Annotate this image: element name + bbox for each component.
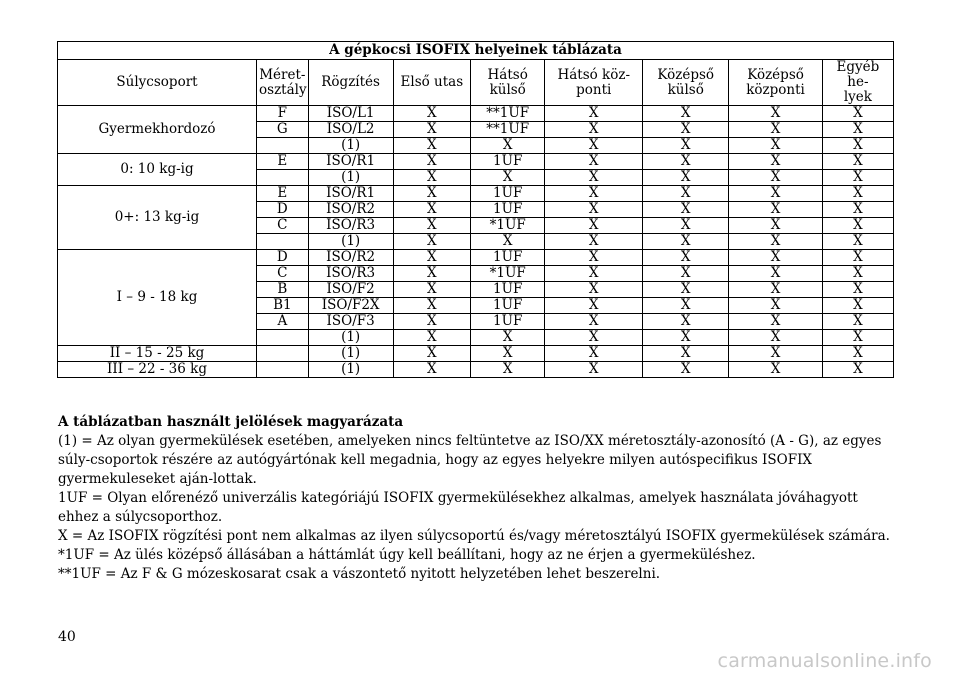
weight-group-cell: I – 9 - 18 kg bbox=[58, 250, 257, 346]
table-cell: (1) bbox=[308, 170, 393, 186]
table-cell: X bbox=[471, 362, 545, 378]
table-cell: X bbox=[545, 234, 643, 250]
table-cell bbox=[257, 138, 309, 154]
table-cell: ISO/F2 bbox=[308, 282, 393, 298]
table-cell: X bbox=[729, 138, 823, 154]
table-cell: X bbox=[729, 218, 823, 234]
table-cell: X bbox=[545, 170, 643, 186]
legend bbox=[58, 413, 898, 584]
table-cell: B1 bbox=[257, 298, 309, 314]
table-cell: **1UF bbox=[471, 106, 545, 122]
table-cell: X bbox=[822, 250, 893, 266]
table-cell: X bbox=[729, 202, 823, 218]
table-cell: X bbox=[643, 298, 729, 314]
table-cell: X bbox=[545, 202, 643, 218]
table-cell: X bbox=[393, 138, 470, 154]
table-row bbox=[58, 154, 894, 170]
table-cell: X bbox=[822, 266, 893, 282]
column-header: Hátsó külső bbox=[471, 60, 545, 106]
header-row bbox=[58, 60, 894, 106]
table-row bbox=[58, 106, 894, 122]
table-cell: X bbox=[729, 250, 823, 266]
table-cell: X bbox=[643, 266, 729, 282]
table-row bbox=[58, 362, 894, 378]
table-cell: X bbox=[393, 186, 470, 202]
table-cell: X bbox=[393, 202, 470, 218]
legend-item-3: X = Az ISOFIX rögzítési pont nem alkalmas az ilyen súlycsoportú és/vagy méretosztályú ISOFIX gyermekülések számára. bbox=[58, 528, 890, 544]
page-number: 40 bbox=[58, 629, 76, 645]
table-cell: X bbox=[822, 106, 893, 122]
table-cell: ISO/R2 bbox=[308, 250, 393, 266]
column-header: Középső külső bbox=[643, 60, 729, 106]
table-cell: X bbox=[643, 122, 729, 138]
table-cell: D bbox=[257, 202, 309, 218]
table-cell: X bbox=[643, 314, 729, 330]
table-cell: X bbox=[643, 330, 729, 346]
table-cell: X bbox=[729, 346, 823, 362]
table-title: A gépkocsi ISOFIX helyeinek táblázata bbox=[58, 42, 894, 60]
table-body bbox=[58, 106, 894, 378]
table-cell: X bbox=[471, 170, 545, 186]
table-cell: X bbox=[471, 330, 545, 346]
table-cell: E bbox=[257, 154, 309, 170]
table-cell: X bbox=[643, 106, 729, 122]
column-header: Hátsó köz- ponti bbox=[545, 60, 643, 106]
table-cell: X bbox=[729, 186, 823, 202]
table-cell: X bbox=[643, 250, 729, 266]
table-cell: **1UF bbox=[471, 122, 545, 138]
table-cell: X bbox=[393, 314, 470, 330]
table-cell: 1UF bbox=[471, 250, 545, 266]
table-cell: X bbox=[643, 170, 729, 186]
table-cell: X bbox=[729, 154, 823, 170]
table-cell bbox=[257, 234, 309, 250]
table-cell: X bbox=[729, 298, 823, 314]
table-cell: C bbox=[257, 266, 309, 282]
table-cell: X bbox=[393, 122, 470, 138]
table-cell: X bbox=[545, 122, 643, 138]
table-cell: G bbox=[257, 122, 309, 138]
table-cell: X bbox=[822, 298, 893, 314]
table-cell: X bbox=[822, 202, 893, 218]
table-cell: ISO/F2X bbox=[308, 298, 393, 314]
isofix-table bbox=[57, 41, 894, 378]
table-cell: X bbox=[545, 250, 643, 266]
table-cell bbox=[257, 346, 309, 362]
table-cell: (1) bbox=[308, 362, 393, 378]
table-cell: X bbox=[545, 346, 643, 362]
table-cell: D bbox=[257, 250, 309, 266]
table-cell: X bbox=[643, 234, 729, 250]
weight-group-cell: 0: 10 kg-ig bbox=[58, 154, 257, 186]
table-cell: (1) bbox=[308, 138, 393, 154]
table-cell: X bbox=[545, 106, 643, 122]
table-cell: X bbox=[393, 330, 470, 346]
weight-group-cell: II – 15 - 25 kg bbox=[58, 346, 257, 362]
table-cell: X bbox=[822, 218, 893, 234]
table-cell bbox=[257, 330, 309, 346]
table-cell: ISO/L2 bbox=[308, 122, 393, 138]
legend-title: A táblázatban használt jelölések magyarázata bbox=[58, 414, 404, 430]
table-cell: X bbox=[545, 266, 643, 282]
table-cell: X bbox=[729, 170, 823, 186]
table-cell: ISO/F3 bbox=[308, 314, 393, 330]
table-cell: ISO/R2 bbox=[308, 202, 393, 218]
table-cell: X bbox=[393, 298, 470, 314]
table-cell: *1UF bbox=[471, 218, 545, 234]
table-cell: X bbox=[393, 106, 470, 122]
table-cell bbox=[257, 362, 309, 378]
table-cell: X bbox=[822, 362, 893, 378]
table-cell: X bbox=[545, 138, 643, 154]
table-cell: X bbox=[393, 282, 470, 298]
table-cell: X bbox=[822, 234, 893, 250]
table-cell: F bbox=[257, 106, 309, 122]
legend-item-4: *1UF = Az ülés középső állásában a háttámlát úgy kell beállítani, hogy az ne érjen a gyermeküléshez. bbox=[58, 547, 756, 563]
table-cell: 1UF bbox=[471, 154, 545, 170]
table-cell: A bbox=[257, 314, 309, 330]
table-cell: X bbox=[545, 362, 643, 378]
table-cell: 1UF bbox=[471, 186, 545, 202]
table-cell: C bbox=[257, 218, 309, 234]
table-cell: X bbox=[729, 234, 823, 250]
table-cell: X bbox=[643, 138, 729, 154]
table-cell: X bbox=[729, 122, 823, 138]
table-row bbox=[58, 346, 894, 362]
table-cell: 1UF bbox=[471, 314, 545, 330]
table-cell: 1UF bbox=[471, 202, 545, 218]
table-cell: ISO/L1 bbox=[308, 106, 393, 122]
table-cell: X bbox=[393, 154, 470, 170]
column-header: Méret- osztály bbox=[257, 60, 309, 106]
legend-item-5: **1UF = Az F & G mózeskosarat csak a vászontető nyitott helyzetében lehet beszerelni. bbox=[58, 566, 661, 582]
table-cell: X bbox=[471, 346, 545, 362]
table-cell: X bbox=[545, 298, 643, 314]
table-cell: X bbox=[729, 314, 823, 330]
column-header: Egyéb he- lyek bbox=[822, 60, 893, 106]
table-cell: ISO/R1 bbox=[308, 154, 393, 170]
table-cell: ISO/R3 bbox=[308, 266, 393, 282]
table-row bbox=[58, 186, 894, 202]
table-cell: X bbox=[545, 314, 643, 330]
table-cell: X bbox=[643, 186, 729, 202]
table-cell: X bbox=[545, 218, 643, 234]
weight-group-cell: 0+: 13 kg-ig bbox=[58, 186, 257, 250]
table-cell: X bbox=[471, 234, 545, 250]
table-cell: X bbox=[729, 362, 823, 378]
table-cell: X bbox=[471, 138, 545, 154]
column-header: Középső központi bbox=[729, 60, 823, 106]
table-cell: X bbox=[643, 362, 729, 378]
table-cell: X bbox=[643, 282, 729, 298]
table-cell: X bbox=[643, 154, 729, 170]
table-cell: X bbox=[393, 346, 470, 362]
weight-group-cell: III – 22 - 36 kg bbox=[58, 362, 257, 378]
table-cell: ISO/R1 bbox=[308, 186, 393, 202]
table-cell: X bbox=[822, 186, 893, 202]
column-header: Súlycsoport bbox=[58, 60, 257, 106]
column-header: Rögzítés bbox=[308, 60, 393, 106]
table-cell: X bbox=[545, 282, 643, 298]
table-row bbox=[58, 250, 894, 266]
table-cell: X bbox=[545, 154, 643, 170]
table-cell: X bbox=[729, 266, 823, 282]
table-cell: X bbox=[822, 346, 893, 362]
table-cell: (1) bbox=[308, 330, 393, 346]
table-cell: X bbox=[393, 234, 470, 250]
legend-item-1: (1) = Az olyan gyermekülések esetében, amelyeken nincs feltüntetve az ISO/XX méretosztály-azonosító (A - G), az egyes súly-csoportok részére az autógyártónak kell megadnia, hogy az egyes helyekre milyen autóspecifikus ISOFIX gyermekuleseket aján-lottak. bbox=[58, 433, 882, 487]
table-cell: X bbox=[545, 186, 643, 202]
table-cell: X bbox=[822, 154, 893, 170]
table-cell: X bbox=[822, 122, 893, 138]
table-cell: 1UF bbox=[471, 298, 545, 314]
table-cell: X bbox=[393, 170, 470, 186]
table-cell: X bbox=[729, 282, 823, 298]
table-cell: X bbox=[729, 106, 823, 122]
table-cell: ISO/R3 bbox=[308, 218, 393, 234]
table-cell: X bbox=[643, 218, 729, 234]
table-cell: X bbox=[393, 218, 470, 234]
table-cell bbox=[257, 170, 309, 186]
table-cell: X bbox=[822, 282, 893, 298]
table-cell: X bbox=[393, 266, 470, 282]
table-cell: X bbox=[545, 330, 643, 346]
table-cell: X bbox=[643, 202, 729, 218]
table-cell: X bbox=[729, 330, 823, 346]
table-cell: E bbox=[257, 186, 309, 202]
column-header: Első utas bbox=[393, 60, 470, 106]
table-cell: X bbox=[822, 170, 893, 186]
weight-group-cell: Gyermekhordozó bbox=[58, 106, 257, 154]
table-cell: *1UF bbox=[471, 266, 545, 282]
table-cell: X bbox=[643, 346, 729, 362]
table-cell: X bbox=[822, 314, 893, 330]
table-cell: X bbox=[822, 330, 893, 346]
table-cell: B bbox=[257, 282, 309, 298]
legend-item-2: 1UF = Olyan előrenéző univerzális kategóriájú ISOFIX gyermekülésekhez alkalmas, amelyek használata jóváhagyott ehhez a súlycsoporthoz. bbox=[58, 490, 858, 525]
table-cell: (1) bbox=[308, 234, 393, 250]
table-cell: X bbox=[393, 362, 470, 378]
table-cell: 1UF bbox=[471, 282, 545, 298]
watermark: carmanualsonline.info bbox=[717, 650, 932, 672]
table-cell: X bbox=[393, 250, 470, 266]
table-cell: X bbox=[822, 138, 893, 154]
table-cell: (1) bbox=[308, 346, 393, 362]
